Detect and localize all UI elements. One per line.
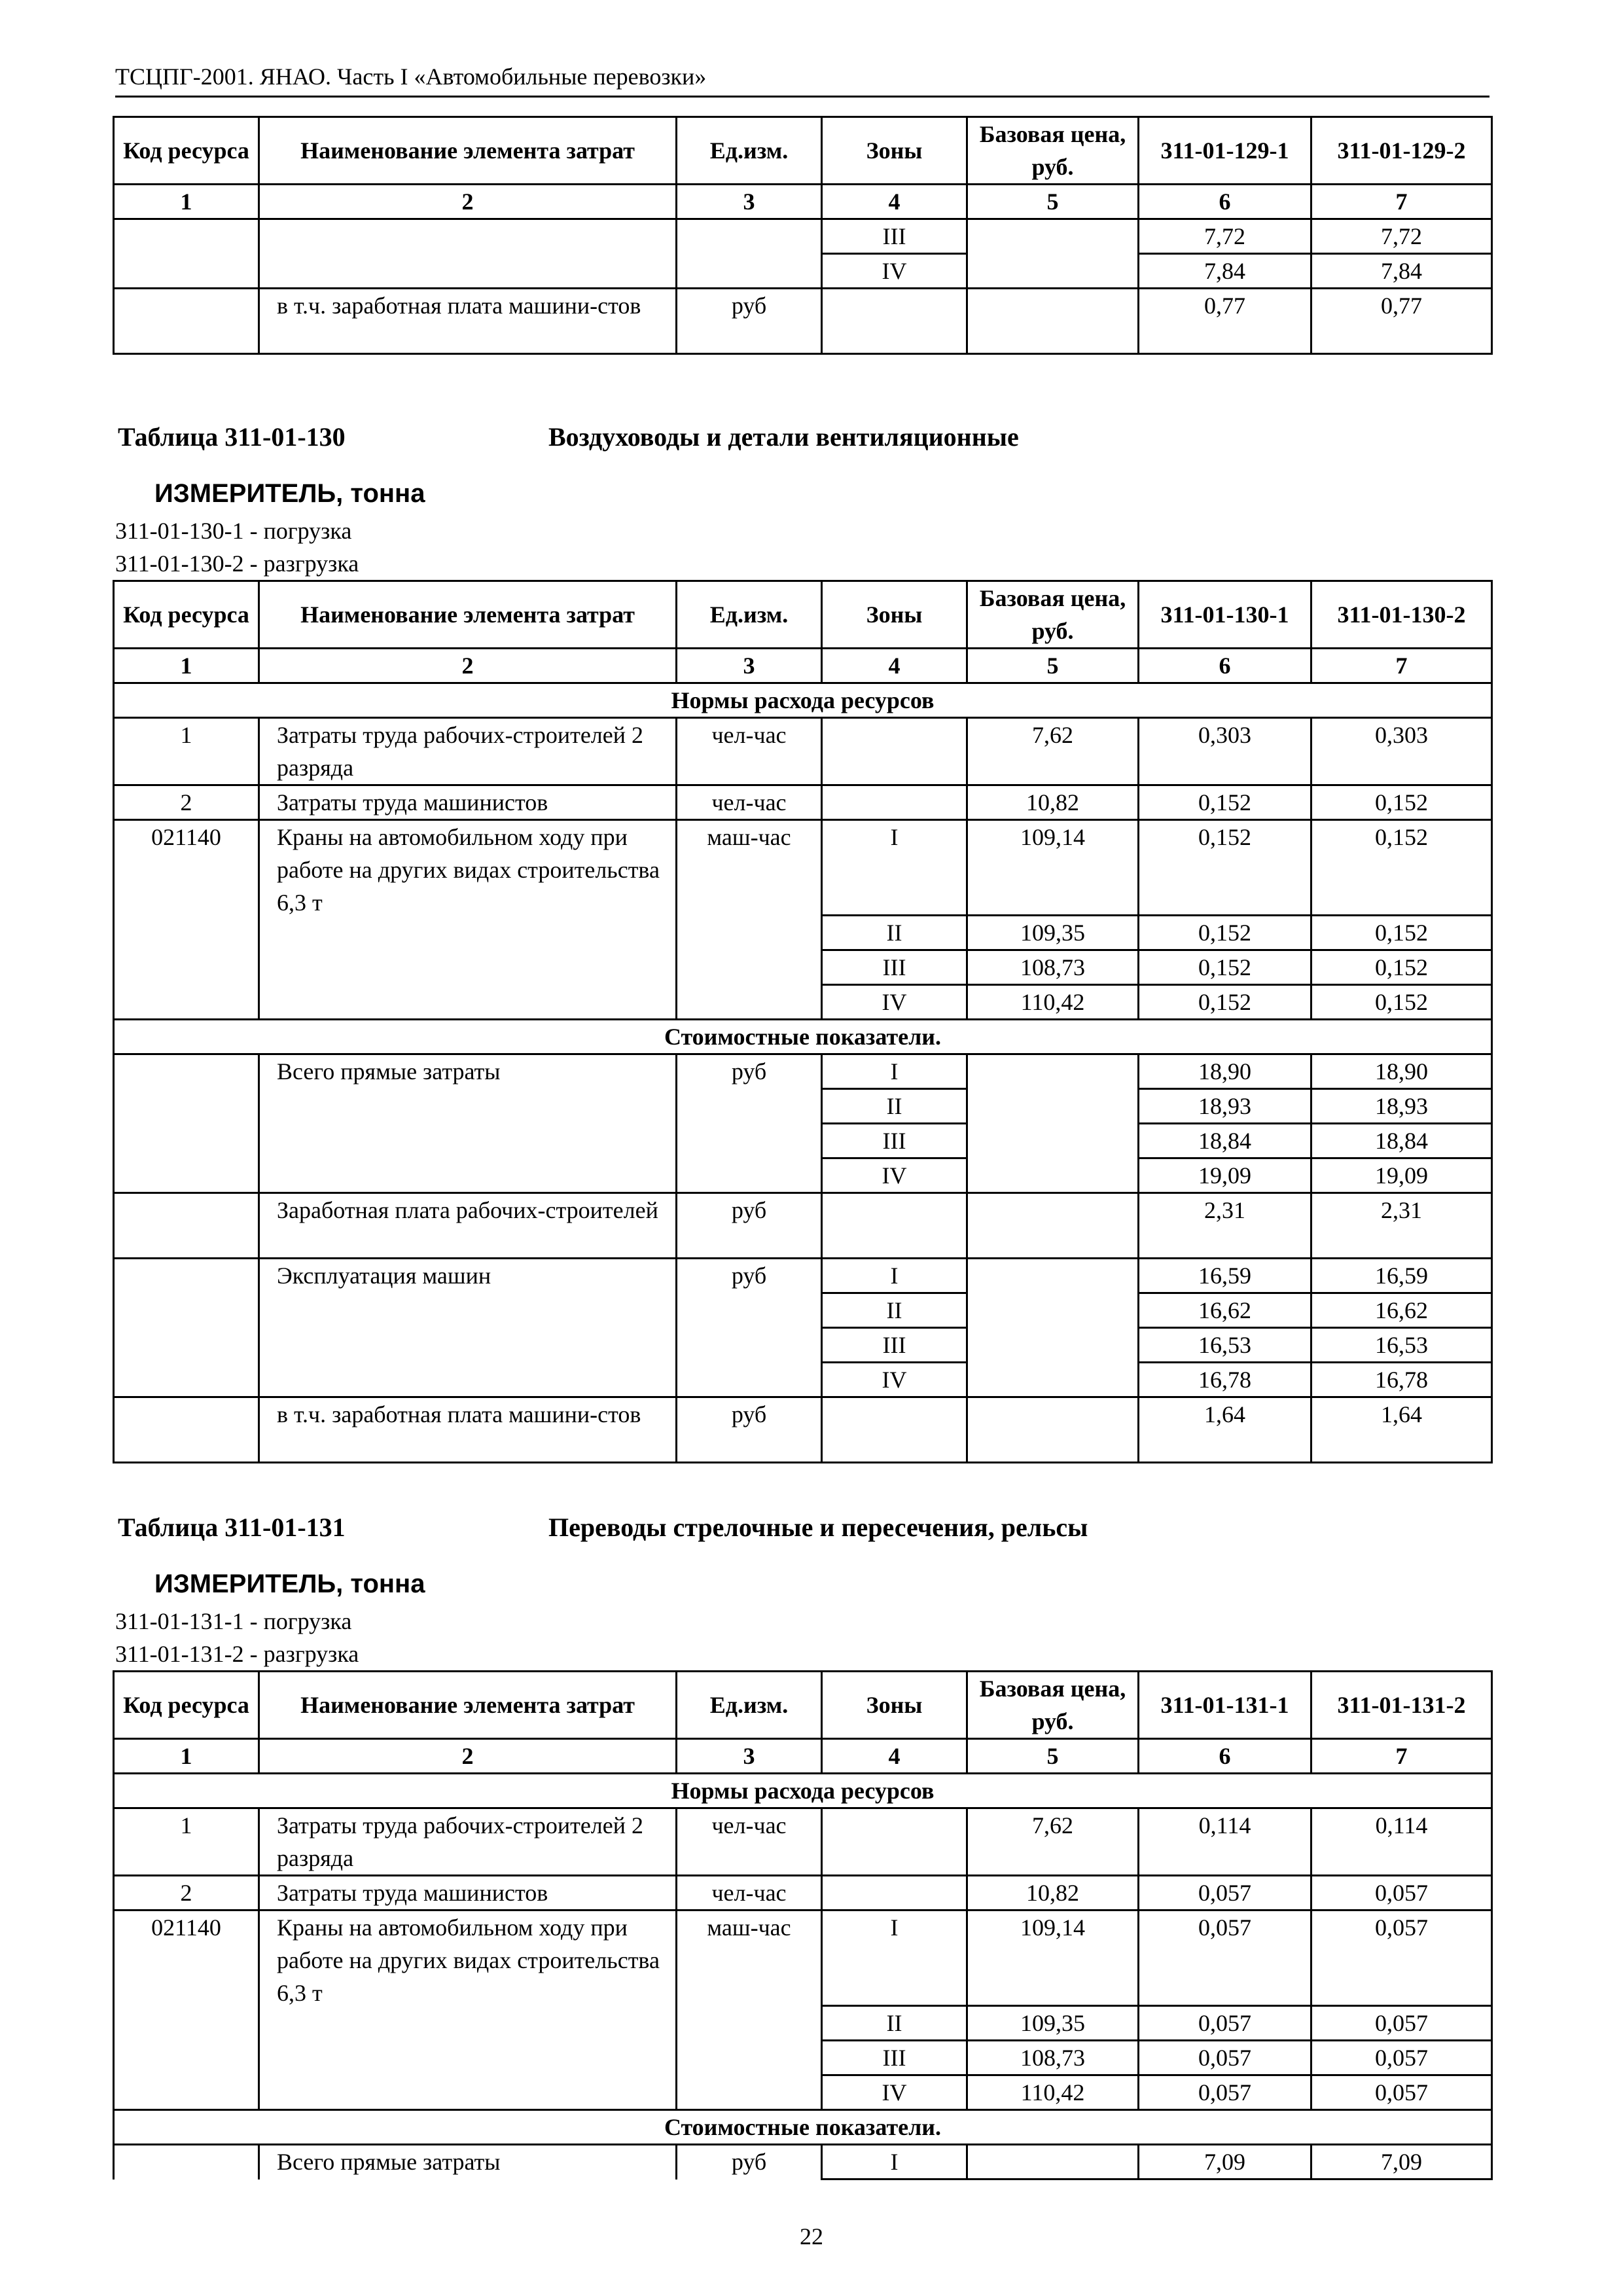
zone-cell: I xyxy=(822,1054,967,1089)
value-cell: 16,62 xyxy=(1311,1293,1492,1328)
unit-cell xyxy=(677,219,822,289)
zone-cell: I xyxy=(822,820,967,916)
table-row xyxy=(114,1397,1492,1463)
column-number-row xyxy=(114,649,1492,683)
zone-cell: I xyxy=(822,1259,967,1293)
value-cell: 0,057 xyxy=(1311,1910,1492,2006)
col-header-price: Базовая цена, руб. xyxy=(967,1672,1139,1739)
value-cell: 0,152 xyxy=(1139,985,1311,1020)
value-cell: 0,303 xyxy=(1139,718,1311,785)
value-cell: 1,64 xyxy=(1311,1397,1492,1463)
value-cell: 18,93 xyxy=(1311,1089,1492,1124)
value-cell: 2,31 xyxy=(1311,1193,1492,1259)
unit-cell: маш-час xyxy=(677,1910,822,2110)
table-row xyxy=(114,1910,1492,2006)
running-header: ТСЦПГ-2001. ЯНАО. Часть I «Автомобильные перевозки» xyxy=(115,63,707,90)
table-311-01-130 xyxy=(113,580,1493,1463)
col-number: 1 xyxy=(114,649,259,683)
table-row xyxy=(114,785,1492,820)
col-header-code: Код ресурса xyxy=(114,117,259,185)
value-cell: 0,303 xyxy=(1311,718,1492,785)
price-cell: 108,73 xyxy=(967,950,1139,985)
table-311-01-129 xyxy=(113,116,1493,355)
col-header-variant-2: 311-01-130-2 xyxy=(1311,581,1492,649)
name-cell: Затраты труда рабочих-строителей 2 разряда xyxy=(259,1808,677,1876)
price-cell: 7,62 xyxy=(967,1808,1139,1876)
value-cell: 0,057 xyxy=(1139,1876,1311,1910)
col-header-price: Базовая цена, руб. xyxy=(967,581,1139,649)
col-number: 4 xyxy=(822,1739,967,1774)
price-cell xyxy=(967,2145,1139,2179)
name-cell: Всего прямые затраты xyxy=(259,1054,677,1193)
value-cell: 0,057 xyxy=(1311,2041,1492,2075)
price-cell: 109,35 xyxy=(967,2006,1139,2041)
value-cell: 0,057 xyxy=(1139,2075,1311,2110)
col-number: 4 xyxy=(822,185,967,219)
value-cell: 7,72 xyxy=(1311,219,1492,254)
zone-cell: IV xyxy=(822,1158,967,1193)
price-cell xyxy=(967,1397,1139,1463)
unit-cell: чел-час xyxy=(677,785,822,820)
table-row xyxy=(114,1193,1492,1259)
code-cell: 021140 xyxy=(114,1910,259,2110)
zone-cell: II xyxy=(822,1089,967,1124)
table-header-row xyxy=(114,1672,1492,1739)
value-cell: 19,09 xyxy=(1139,1158,1311,1193)
value-cell: 0,152 xyxy=(1311,785,1492,820)
col-number: 4 xyxy=(822,649,967,683)
value-cell: 19,09 xyxy=(1311,1158,1492,1193)
col-header-unit: Ед.изм. xyxy=(677,117,822,185)
value-cell: 7,84 xyxy=(1311,254,1492,289)
value-cell: 16,53 xyxy=(1311,1328,1492,1363)
zone-cell: II xyxy=(822,1293,967,1328)
name-cell: Эксплуатация машин xyxy=(259,1259,677,1397)
price-cell xyxy=(967,1193,1139,1259)
col-number: 5 xyxy=(967,1739,1139,1774)
column-number-row xyxy=(114,185,1492,219)
zone-cell: III xyxy=(822,2041,967,2075)
value-cell: 7,84 xyxy=(1139,254,1311,289)
table-row xyxy=(114,1808,1492,1876)
value-cell: 16,78 xyxy=(1139,1363,1311,1397)
table-title: Таблица 311-01-131 xyxy=(118,1513,346,1542)
zone-cell: III xyxy=(822,1124,967,1158)
col-number: 6 xyxy=(1139,1739,1311,1774)
table-311-01-131 xyxy=(113,1670,1493,2180)
value-cell: 0,152 xyxy=(1139,916,1311,950)
table-row xyxy=(114,219,1492,254)
page-number: 22 xyxy=(800,2223,823,2250)
value-cell: 0,152 xyxy=(1311,985,1492,1020)
col-number: 1 xyxy=(114,185,259,219)
col-header-variant-1: 311-01-130-1 xyxy=(1139,581,1311,649)
table-row xyxy=(114,1259,1492,1293)
value-cell: 7,09 xyxy=(1139,2145,1311,2179)
value-cell: 0,152 xyxy=(1311,916,1492,950)
col-number: 6 xyxy=(1139,649,1311,683)
col-header-variant-2: 311-01-131-2 xyxy=(1311,1672,1492,1739)
col-number: 3 xyxy=(677,649,822,683)
value-cell: 0,77 xyxy=(1139,289,1311,354)
col-number: 2 xyxy=(259,185,677,219)
col-number: 6 xyxy=(1139,185,1311,219)
value-cell: 0,114 xyxy=(1139,1808,1311,1876)
col-header-variant-1: 311-01-129-1 xyxy=(1139,117,1311,185)
value-cell: 16,59 xyxy=(1139,1259,1311,1293)
price-cell: 109,35 xyxy=(967,916,1139,950)
table-title: Таблица 311-01-130 xyxy=(118,422,346,452)
zone-cell xyxy=(822,785,967,820)
col-header-name: Наименование элемента затрат xyxy=(259,581,677,649)
col-header-unit: Ед.изм. xyxy=(677,581,822,649)
col-header-code: Код ресурса xyxy=(114,1672,259,1739)
section-norms-label: Нормы расхода ресурсов xyxy=(114,683,1492,718)
price-cell xyxy=(967,219,1139,289)
column-number-row xyxy=(114,1739,1492,1774)
code-cell: 2 xyxy=(114,1876,259,1910)
table-row xyxy=(114,1054,1492,1089)
table-name: Воздуховоды и детали вентиляционные xyxy=(548,422,1019,452)
zone-cell: III xyxy=(822,219,967,254)
section-row xyxy=(114,2110,1492,2145)
value-cell: 18,84 xyxy=(1139,1124,1311,1158)
unit-cell: руб xyxy=(677,1054,822,1193)
value-cell: 0,057 xyxy=(1139,2006,1311,2041)
zone-cell: I xyxy=(822,1910,967,2006)
zone-cell: IV xyxy=(822,985,967,1020)
code-cell xyxy=(114,219,259,289)
price-cell xyxy=(967,289,1139,354)
section-row xyxy=(114,1774,1492,1808)
value-cell: 16,59 xyxy=(1311,1259,1492,1293)
col-number: 2 xyxy=(259,1739,677,1774)
name-cell: в т.ч. заработная плата машини-стов xyxy=(259,289,677,354)
col-header-variant-2: 311-01-129-2 xyxy=(1311,117,1492,185)
price-cell: 109,14 xyxy=(967,1910,1139,2006)
price-cell: 10,82 xyxy=(967,1876,1139,1910)
zone-cell xyxy=(822,1193,967,1259)
col-number: 3 xyxy=(677,1739,822,1774)
col-number: 5 xyxy=(967,649,1139,683)
col-header-zones: Зоны xyxy=(822,117,967,185)
col-header-variant-1: 311-01-131-1 xyxy=(1139,1672,1311,1739)
price-cell xyxy=(967,1259,1139,1397)
unit-cell: маш-час xyxy=(677,820,822,1020)
code-cell xyxy=(114,289,259,354)
value-cell: 0,057 xyxy=(1139,2041,1311,2075)
value-cell: 0,77 xyxy=(1311,289,1492,354)
value-cell: 16,62 xyxy=(1139,1293,1311,1328)
zone-cell xyxy=(822,1808,967,1876)
col-header-zones: Зоны xyxy=(822,581,967,649)
value-cell: 16,53 xyxy=(1139,1328,1311,1363)
code-cell: 021140 xyxy=(114,820,259,1020)
col-number: 1 xyxy=(114,1739,259,1774)
price-cell: 110,42 xyxy=(967,2075,1139,2110)
name-cell xyxy=(259,219,677,289)
code-cell xyxy=(114,1054,259,1193)
value-cell: 0,152 xyxy=(1139,820,1311,916)
value-cell: 7,09 xyxy=(1311,2145,1492,2179)
table-row xyxy=(114,289,1492,354)
section-norms-label: Нормы расхода ресурсов xyxy=(114,1774,1492,1808)
zone-cell xyxy=(822,289,967,354)
unit-cell: чел-час xyxy=(677,1876,822,1910)
code-cell: 2 xyxy=(114,785,259,820)
zone-cell xyxy=(822,1876,967,1910)
name-cell: Затраты труда рабочих-строителей 2 разряда xyxy=(259,718,677,785)
unit-cell: руб xyxy=(677,289,822,354)
zone-cell: IV xyxy=(822,1363,967,1397)
table-row xyxy=(114,2145,1492,2179)
table-header-row xyxy=(114,117,1492,185)
name-cell: Всего прямые затраты xyxy=(259,2145,677,2179)
header-rule xyxy=(115,96,1489,98)
value-cell: 0,057 xyxy=(1139,1910,1311,2006)
name-cell: Затраты труда машинистов xyxy=(259,1876,677,1910)
zone-cell: III xyxy=(822,1328,967,1363)
col-header-code: Код ресурса xyxy=(114,581,259,649)
col-header-price: Базовая цена, руб. xyxy=(967,117,1139,185)
value-cell: 0,152 xyxy=(1139,950,1311,985)
col-number: 3 xyxy=(677,185,822,219)
value-cell: 0,114 xyxy=(1311,1808,1492,1876)
value-cell: 0,152 xyxy=(1311,820,1492,916)
col-number: 7 xyxy=(1311,185,1492,219)
zone-cell: III xyxy=(822,950,967,985)
variant-line: 311-01-130-2 - разгрузка xyxy=(115,550,359,577)
code-cell xyxy=(114,1397,259,1463)
code-cell: 1 xyxy=(114,718,259,785)
price-cell: 10,82 xyxy=(967,785,1139,820)
price-cell: 109,14 xyxy=(967,820,1139,916)
zone-cell: II xyxy=(822,916,967,950)
name-cell: Затраты труда машинистов xyxy=(259,785,677,820)
zone-cell: I xyxy=(822,2145,967,2179)
price-cell xyxy=(967,1054,1139,1193)
price-cell: 7,62 xyxy=(967,718,1139,785)
value-cell: 0,057 xyxy=(1311,1876,1492,1910)
value-cell: 1,64 xyxy=(1139,1397,1311,1463)
code-cell: 1 xyxy=(114,1808,259,1876)
value-cell: 2,31 xyxy=(1139,1193,1311,1259)
value-cell: 16,78 xyxy=(1311,1363,1492,1397)
zone-cell: IV xyxy=(822,254,967,289)
value-cell: 7,72 xyxy=(1139,219,1311,254)
unit-cell: руб xyxy=(677,1397,822,1463)
zone-cell xyxy=(822,1397,967,1463)
name-cell: в т.ч. заработная плата машини-стов xyxy=(259,1397,677,1463)
unit-cell: руб xyxy=(677,2145,822,2179)
table-row xyxy=(114,1876,1492,1910)
unit-cell: чел-час xyxy=(677,718,822,785)
value-cell: 18,90 xyxy=(1139,1054,1311,1089)
col-number: 5 xyxy=(967,185,1139,219)
table-header-row xyxy=(114,581,1492,649)
col-number: 7 xyxy=(1311,1739,1492,1774)
zone-cell: IV xyxy=(822,2075,967,2110)
name-cell: Заработная плата рабочих-строителей xyxy=(259,1193,677,1259)
value-cell: 0,057 xyxy=(1311,2006,1492,2041)
price-cell: 108,73 xyxy=(967,2041,1139,2075)
col-header-name: Наименование элемента затрат xyxy=(259,1672,677,1739)
unit-cell: руб xyxy=(677,1193,822,1259)
code-cell xyxy=(114,2145,259,2179)
table-name: Переводы стрелочные и пересечения, рельсы xyxy=(548,1513,1088,1542)
unit-cell: руб xyxy=(677,1259,822,1397)
section-costs-label: Стоимостные показатели. xyxy=(114,2110,1492,2145)
price-cell: 110,42 xyxy=(967,985,1139,1020)
value-cell: 0,152 xyxy=(1311,950,1492,985)
table-row xyxy=(114,820,1492,916)
meter-label: ИЗМЕРИТЕЛЬ, тонна xyxy=(154,479,425,508)
name-cell: Краны на автомобильном ходу при работе на других видах строительства 6,3 т xyxy=(259,1910,677,2110)
section-costs-label: Стоимостные показатели. xyxy=(114,1020,1492,1054)
variant-line: 311-01-131-1 - погрузка xyxy=(115,1608,352,1634)
section-row xyxy=(114,1020,1492,1054)
value-cell: 0,057 xyxy=(1311,2075,1492,2110)
value-cell: 0,152 xyxy=(1139,785,1311,820)
zone-cell: II xyxy=(822,2006,967,2041)
table-row xyxy=(114,718,1492,785)
value-cell: 18,84 xyxy=(1311,1124,1492,1158)
code-cell xyxy=(114,1259,259,1397)
col-header-unit: Ед.изм. xyxy=(677,1672,822,1739)
value-cell: 18,93 xyxy=(1139,1089,1311,1124)
col-header-zones: Зоны xyxy=(822,1672,967,1739)
meter-label: ИЗМЕРИТЕЛЬ, тонна xyxy=(154,1570,425,1598)
variant-line: 311-01-131-2 - разгрузка xyxy=(115,1641,359,1667)
col-number: 7 xyxy=(1311,649,1492,683)
variant-line: 311-01-130-1 - погрузка xyxy=(115,518,352,544)
zone-cell xyxy=(822,718,967,785)
unit-cell: чел-час xyxy=(677,1808,822,1876)
col-header-name: Наименование элемента затрат xyxy=(259,117,677,185)
name-cell: Краны на автомобильном ходу при работе на других видах строительства 6,3 т xyxy=(259,820,677,1020)
code-cell xyxy=(114,1193,259,1259)
section-row xyxy=(114,683,1492,718)
col-number: 2 xyxy=(259,649,677,683)
value-cell: 18,90 xyxy=(1311,1054,1492,1089)
